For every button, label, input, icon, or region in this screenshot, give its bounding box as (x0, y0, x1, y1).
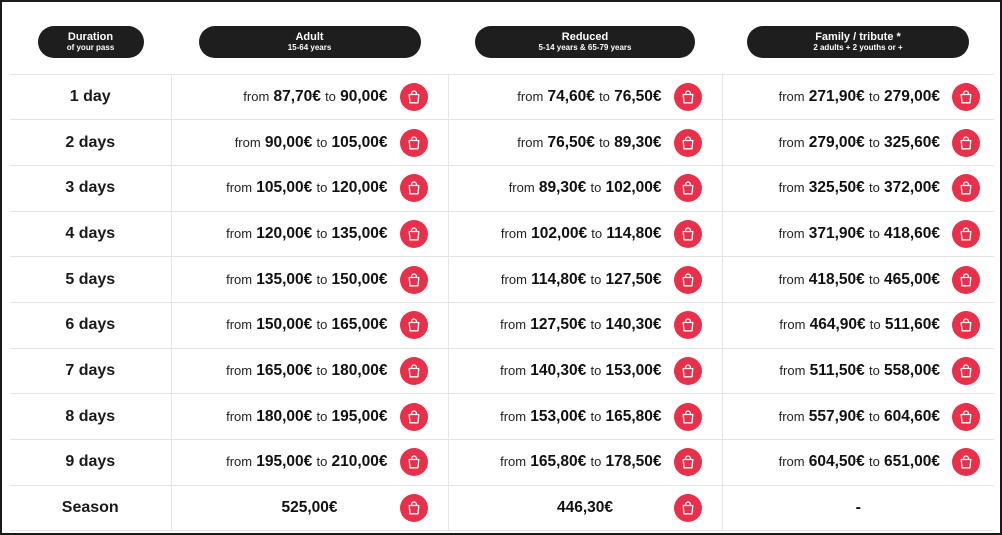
price-range (226, 408, 387, 426)
price-range (517, 134, 661, 152)
price-from: 87,70€ (273, 87, 321, 105)
price-to: 465,00€ (883, 270, 940, 288)
shopping-bag-icon (406, 89, 422, 105)
price-to: 372,00€ (883, 179, 940, 197)
add-to-cart-button[interactable] (674, 174, 702, 202)
to-label: to (868, 88, 880, 104)
price-to: 195,00€ (331, 407, 388, 425)
adult-price-cell (171, 440, 448, 486)
price-from: 90,00€ (264, 133, 313, 151)
table-row (10, 211, 994, 257)
to-label: to (868, 271, 880, 287)
price-from: 325,50€ (808, 179, 865, 197)
price-to: 105,00€ (331, 133, 388, 151)
to-label: to (316, 180, 328, 196)
price-from: 76,50€ (547, 133, 595, 151)
duration-header-sub: of your pass (66, 42, 115, 52)
from-label: from (500, 362, 527, 378)
family-price-cell (722, 348, 994, 394)
add-to-cart-button[interactable] (674, 311, 702, 339)
to-label: to (590, 408, 602, 424)
reduced-price-cell (448, 257, 722, 303)
shopping-bag-icon (958, 454, 974, 470)
to-label: to (599, 134, 610, 150)
reduced-header-title: Reduced (561, 30, 609, 43)
price-range (243, 88, 387, 106)
family-price-cell (722, 394, 994, 440)
price-range (500, 453, 661, 471)
table-row (10, 302, 994, 348)
to-label: to (316, 225, 328, 241)
price-from: 464,90€ (809, 316, 866, 334)
table-row (10, 120, 994, 166)
season-adult-price: 525,00€ (281, 499, 338, 517)
price-from: 180,00€ (256, 407, 313, 425)
adult-price-cell (171, 257, 448, 303)
reduced-price-cell (448, 485, 722, 531)
price-range (500, 362, 661, 380)
price-range (501, 271, 662, 289)
price-to: 89,30€ (614, 133, 662, 151)
shopping-bag-icon (406, 317, 422, 333)
add-to-cart-button[interactable] (952, 357, 980, 385)
family-header-title: Family / tribute * (815, 30, 901, 43)
from-label: from (243, 88, 270, 104)
to-label: to (316, 362, 328, 378)
duration-cell: 3 days (10, 165, 171, 211)
shopping-bag-icon (680, 135, 696, 151)
price-from: 153,00€ (530, 407, 587, 425)
price-range (226, 271, 387, 289)
price-range (517, 88, 661, 106)
add-to-cart-button[interactable] (952, 448, 980, 476)
family-price-cell (722, 440, 994, 486)
shopping-bag-icon (680, 500, 696, 516)
from-label: from (226, 408, 253, 424)
price-to: 210,00€ (331, 453, 388, 471)
from-label: from (778, 134, 805, 150)
price-range (779, 271, 940, 289)
price-from: 271,90€ (808, 87, 865, 105)
add-to-cart-button[interactable] (400, 129, 428, 157)
shopping-bag-icon (406, 272, 422, 288)
to-label: to (316, 408, 328, 424)
add-to-cart-button[interactable] (400, 494, 428, 522)
price-from: 511,50€ (809, 361, 865, 379)
add-to-cart-button[interactable] (952, 129, 980, 157)
price-range (779, 179, 940, 197)
price-from: 89,30€ (538, 179, 587, 197)
add-to-cart-button[interactable] (952, 220, 980, 248)
family-price-cell (722, 211, 994, 257)
to-label: to (869, 317, 881, 333)
family-price-cell (722, 302, 994, 348)
add-to-cart-button[interactable] (400, 448, 428, 476)
price-range (226, 316, 387, 334)
shopping-bag-icon (406, 363, 422, 379)
price-to: 127,50€ (605, 270, 662, 288)
to-label: to (590, 271, 602, 287)
add-to-cart-button[interactable] (674, 403, 702, 431)
price-from: 604,50€ (808, 453, 865, 471)
adult-price-cell (171, 211, 448, 257)
shopping-bag-icon (680, 180, 696, 196)
price-to: 153,00€ (605, 361, 662, 379)
add-to-cart-button[interactable] (674, 129, 702, 157)
add-to-cart-button[interactable] (400, 403, 428, 431)
price-range (235, 134, 388, 152)
to-label: to (868, 225, 880, 241)
duration-cell: 2 days (10, 120, 171, 166)
add-to-cart-button[interactable] (400, 83, 428, 111)
add-to-cart-button[interactable] (400, 311, 428, 339)
table-row-season (10, 485, 994, 531)
add-to-cart-button[interactable] (952, 403, 980, 431)
shopping-bag-icon (680, 89, 696, 105)
price-from: 165,80€ (530, 453, 587, 471)
price-range (779, 453, 940, 471)
price-range (779, 225, 940, 243)
from-label: from (500, 454, 527, 470)
price-to: 102,00€ (605, 179, 662, 197)
price-to: 178,50€ (605, 453, 662, 471)
price-to: 120,00€ (331, 179, 388, 197)
from-label: from (500, 271, 527, 287)
price-to: 511,60€ (884, 316, 940, 334)
reduced-price-cell (448, 302, 722, 348)
from-label: from (226, 225, 253, 241)
price-from: 135,00€ (256, 270, 313, 288)
to-label: to (868, 134, 880, 150)
reduced-price-cell (448, 165, 722, 211)
reduced-price-cell (448, 440, 722, 486)
reduced-price-cell (448, 348, 722, 394)
adult-header-title: Adult (295, 30, 324, 43)
from-label: from (226, 454, 253, 470)
adult-price-cell (171, 348, 448, 394)
to-label: to (868, 362, 880, 378)
to-label: to (590, 180, 602, 196)
season-reduced-price: 446,30€ (556, 499, 614, 517)
shopping-bag-icon (958, 409, 974, 425)
price-from: 418,50€ (808, 270, 865, 288)
shopping-bag-icon (958, 89, 974, 105)
from-label: from (517, 134, 544, 150)
price-range (226, 225, 387, 243)
add-to-cart-button[interactable] (400, 357, 428, 385)
shopping-bag-icon (406, 180, 422, 196)
price-from: 557,90€ (808, 407, 865, 425)
price-from: 371,90€ (808, 224, 865, 242)
family-price-cell (722, 120, 994, 166)
reduced-price-cell (448, 394, 722, 440)
price-from: 195,00€ (256, 453, 313, 471)
duration-cell: 5 days (10, 257, 171, 303)
to-label: to (868, 454, 880, 470)
add-to-cart-button[interactable] (952, 266, 980, 294)
from-label: from (226, 271, 253, 287)
price-range (779, 362, 940, 380)
shopping-bag-icon (406, 226, 422, 242)
price-range (500, 316, 661, 334)
duration-header-title: Duration (67, 30, 114, 43)
family-price-cell (722, 165, 994, 211)
add-to-cart-button[interactable] (674, 266, 702, 294)
to-label: to (591, 225, 603, 241)
shopping-bag-icon (958, 272, 974, 288)
to-label: to (868, 180, 880, 196)
from-label: from (234, 134, 261, 150)
to-label: to (868, 408, 880, 424)
adult-header-sub: 15-64 years (287, 42, 332, 52)
to-label: to (590, 362, 602, 378)
price-to: 76,50€ (614, 87, 662, 105)
shopping-bag-icon (958, 135, 974, 151)
add-to-cart-button[interactable] (952, 311, 980, 339)
duration-cell: Season (10, 485, 171, 531)
duration-cell: 7 days (10, 348, 171, 394)
family-header-sub: 2 adults + 2 youths or + (813, 42, 903, 52)
from-label: from (778, 408, 805, 424)
to-label: to (590, 454, 602, 470)
add-to-cart-button[interactable] (674, 83, 702, 111)
to-label: to (316, 454, 328, 470)
duration-cell: 9 days (10, 440, 171, 486)
adult-price-cell (171, 74, 448, 120)
price-from: 140,30€ (530, 361, 587, 379)
reduced-header-sub: 5-14 years & 65-79 years (538, 42, 632, 52)
from-label: from (226, 317, 253, 333)
add-to-cart-button[interactable] (952, 174, 980, 202)
shopping-bag-icon (406, 135, 422, 151)
from-label: from (778, 271, 805, 287)
from-label: from (500, 408, 527, 424)
price-range (509, 179, 662, 197)
adult-price-cell (171, 485, 448, 531)
from-label: from (508, 180, 535, 196)
price-to: 114,80€ (606, 224, 662, 242)
table-row (10, 74, 994, 120)
family-header (747, 26, 969, 58)
price-from: 74,60€ (547, 87, 595, 105)
price-to: 558,00€ (883, 361, 940, 379)
price-to: 180,00€ (331, 361, 388, 379)
shopping-bag-icon (680, 409, 696, 425)
shopping-bag-icon (958, 226, 974, 242)
from-label: from (500, 225, 527, 241)
add-to-cart-button[interactable] (674, 448, 702, 476)
price-to: 150,00€ (331, 270, 388, 288)
adult-price-cell (171, 165, 448, 211)
add-to-cart-button[interactable] (674, 357, 702, 385)
shopping-bag-icon (406, 454, 422, 470)
add-to-cart-button[interactable] (674, 494, 702, 522)
adult-header (199, 26, 421, 58)
duration-cell: 6 days (10, 302, 171, 348)
price-to: 165,80€ (605, 407, 662, 425)
to-label: to (316, 271, 328, 287)
add-to-cart-button[interactable] (674, 220, 702, 248)
duration-header (38, 26, 144, 58)
price-to: 90,00€ (340, 87, 388, 105)
price-range (779, 88, 940, 106)
from-label: from (778, 225, 805, 241)
price-from: 127,50€ (530, 316, 587, 334)
price-to: 325,60€ (883, 133, 940, 151)
duration-cell: 4 days (10, 211, 171, 257)
reduced-price-cell (448, 211, 722, 257)
adult-price-cell (171, 120, 448, 166)
reduced-header (475, 26, 695, 58)
family-price-cell (722, 257, 994, 303)
add-to-cart-button[interactable] (400, 266, 428, 294)
to-label: to (316, 134, 328, 150)
price-range (779, 134, 940, 152)
from-label: from (226, 180, 253, 196)
adult-price-cell (171, 302, 448, 348)
from-label: from (500, 317, 527, 333)
duration-cell: 8 days (10, 394, 171, 440)
reduced-price-cell (448, 74, 722, 120)
shopping-bag-icon (680, 454, 696, 470)
price-range (779, 408, 940, 426)
price-range (226, 453, 387, 471)
header-row (10, 10, 994, 74)
price-from: 120,00€ (256, 224, 313, 242)
price-to: 165,00€ (331, 316, 388, 334)
to-label: to (599, 88, 610, 104)
price-to: 140,30€ (605, 316, 662, 334)
from-label: from (778, 180, 805, 196)
shopping-bag-icon (680, 317, 696, 333)
price-to: 651,00€ (883, 453, 940, 471)
shopping-bag-icon (958, 363, 974, 379)
table-row (10, 348, 994, 394)
price-range (501, 225, 662, 243)
price-from: 114,80€ (531, 270, 587, 288)
add-to-cart-button[interactable] (400, 220, 428, 248)
price-from: 279,00€ (808, 133, 865, 151)
table-row (10, 440, 994, 486)
from-label: from (778, 454, 805, 470)
to-label: to (325, 88, 336, 104)
adult-price-cell (171, 394, 448, 440)
to-label: to (590, 317, 602, 333)
price-to: 279,00€ (883, 87, 940, 105)
price-to: 135,00€ (331, 224, 388, 242)
season-family-price: - (722, 485, 994, 531)
family-price-cell (722, 74, 994, 120)
price-range (226, 362, 387, 380)
table-row (10, 257, 994, 303)
table-row (10, 165, 994, 211)
shopping-bag-icon (680, 272, 696, 288)
to-label: to (316, 317, 328, 333)
shopping-bag-icon (680, 226, 696, 242)
price-from: 165,00€ (256, 361, 313, 379)
table-row (10, 394, 994, 440)
duration-cell: 1 day (10, 74, 171, 120)
price-range (226, 179, 387, 197)
shopping-bag-icon (680, 363, 696, 379)
from-label: from (778, 88, 805, 104)
add-to-cart-button[interactable] (952, 83, 980, 111)
reduced-price-cell (448, 120, 722, 166)
price-to: 418,60€ (883, 224, 940, 242)
shopping-bag-icon (958, 180, 974, 196)
price-from: 102,00€ (531, 224, 588, 242)
shopping-bag-icon (406, 500, 422, 516)
price-range (779, 316, 940, 334)
price-to: 604,60€ (883, 407, 940, 425)
from-label: from (517, 88, 544, 104)
price-from: 150,00€ (256, 316, 313, 334)
pricing-table (10, 10, 994, 531)
price-range (500, 408, 661, 426)
from-label: from (779, 317, 806, 333)
shopping-bag-icon (958, 317, 974, 333)
price-from: 105,00€ (256, 179, 313, 197)
from-label: from (779, 362, 806, 378)
shopping-bag-icon (406, 409, 422, 425)
add-to-cart-button[interactable] (400, 174, 428, 202)
from-label: from (226, 362, 253, 378)
